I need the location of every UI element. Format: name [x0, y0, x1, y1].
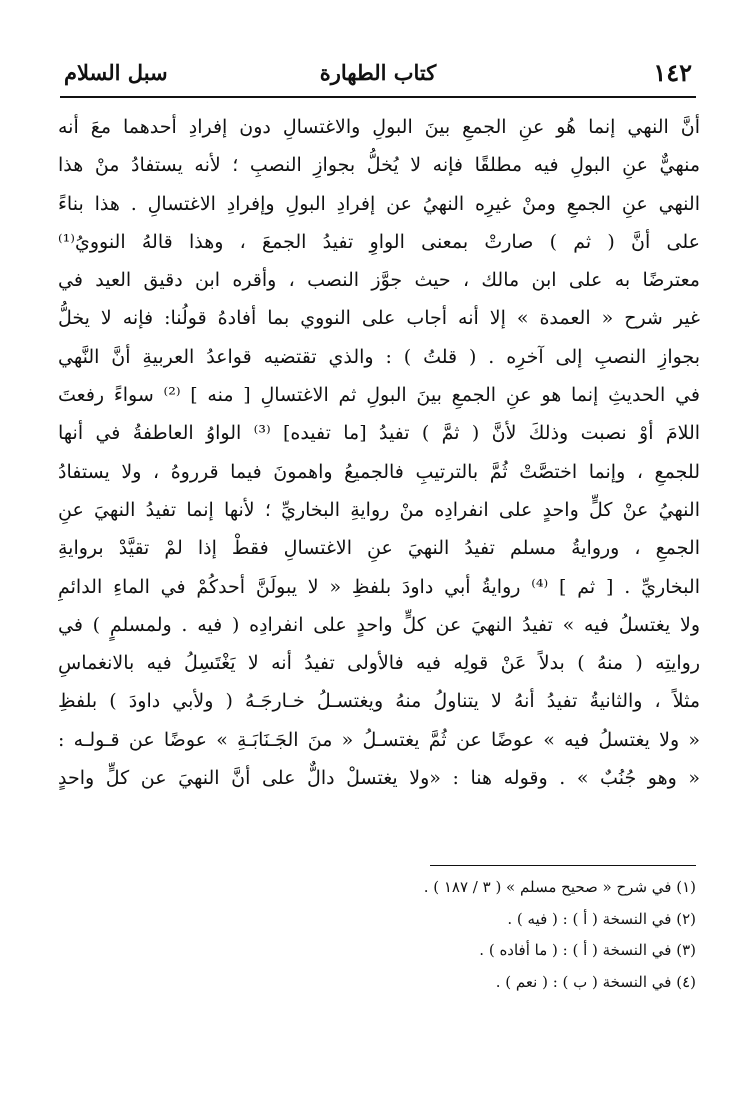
- text-line: « ولا يغتسلُ فيه » عوضًا عن ثُمَّ يغتسـلُ « منَ الجَـنَابَـةِ » عوضًا عن قـولـه :: [58, 728, 700, 751]
- footnote-3: (٣) في النسخة ( أ ) : ( ما أفاده ) .: [479, 941, 696, 959]
- text-line: ولا يغتسلُ فيه » تفيدُ النهيَ عن كلٍّ واحدٍ على انفرادِه ( فيه . ولمسلمٍ ) في: [58, 613, 700, 636]
- text-line: « وهو جُنُبٌ » . وقوله هنا : «ولا يغتسلْ دالٌّ على أنَّ النهيَ عن كلٍّ واحدٍ: [58, 767, 700, 790]
- footnotes: [56, 872, 696, 998]
- header-divider: [60, 96, 696, 98]
- footnote-4: (٤) في النسخة ( ب ) : ( نعم ) .: [495, 972, 696, 991]
- text-line: على أنَّ ( ثم ) صارتْ بمعنى الواوِ تفيدُ الجمعَ ، وهذا قالهُ النوويُ⁽¹⁾: [58, 230, 700, 253]
- text-line: أنَّ النهي إنما هُو عنِ الجمعِ بينَ البولِ والاغتسالِ دون إفرادِ أحدهما معَ أنه: [58, 116, 700, 138]
- text-line: النهي عنِ الجمعِ ومنْ غيرِه النهيُ عن إفرادِ البولِ وإفرادِ الاغتسالِ . هذا بناءً: [58, 192, 700, 215]
- text-line: الجمعِ ، وروايةُ مسلم تفيدُ النهيَ عنِ الاغتسالِ فقطْ إذا لمْ تقيَّدْ بروايةِ: [58, 537, 700, 560]
- text-line: في الحديثِ إنما هو عنِ الجمعِ بينَ البولِ ثم الاغتسالِ [ منه ] ⁽²⁾ سواءً رفعتَ: [58, 384, 700, 407]
- footnote-1: (١) في شرح « صحيح مسلم » ( ٣ / ١٨٧ ) .: [423, 878, 696, 896]
- text-line: البخاريِّ . [ ثم ] ⁽⁴⁾ روايةُ أبي داودَ بلفظِ « لا يبولَنَّ أحدكُمْ في الماءِ الدائمِ: [58, 575, 700, 598]
- main-text: [58, 108, 700, 797]
- page-number: ١٤٢: [653, 58, 692, 87]
- book-series-title: سبل السلام: [64, 60, 168, 85]
- text-line: النهيُ عنْ كلٍّ واحدٍ على انفرادِه منْ روايةِ البخاريِّ ؛ لأنها إنما تفيدُ النهيَ عنِ: [58, 498, 700, 521]
- text-line: روايتِه ( منهُ ) بدلاً عَنْ قولِه فيه فالأولى تفيدُ أنه لا يَغْتَسِلُ فيه بالانغماسِ: [58, 652, 700, 675]
- text-line: بجوازِ النصبِ إلى آخرِه . ( قلتُ ) : والذي تقتضيه قواعدُ العربيةِ أنَّ النَّهي: [58, 345, 700, 368]
- text-line: مثلاً ، والثانيةُ تفيدُ أنهُ لا يتناولُ منهُ ويغتسـلُ خـارجَـهُ ( ولأبي داودَ ) بلفظِ: [58, 690, 700, 713]
- text-line: اللامَ أوْ نصبت وذلكَ لأنَّ ( ثمَّ ) تفيدُ [ما تفيده] ⁽³⁾ الواوُ العاطفةُ في أنها: [58, 422, 700, 445]
- footnote-2: (٢) في النسخة ( أ ) : ( فيه ) .: [507, 909, 696, 928]
- text-line: منهيٌّ عنِ البولِ فيه مطلقًا فإنه لا يُخلُّ بجوازِ النصبِ ؛ لأنه يستفادُ منْ هذا: [58, 154, 700, 177]
- text-line: للجمعِ ، وإنما اختصَّتْ ثُمَّ بالترتيبِ فالجميعُ واهمونَ فيما قرروهُ ، ولا يستفادُ: [58, 460, 700, 483]
- chapter-title: كتاب الطهارة: [319, 60, 437, 85]
- text-line: غير شرح « العمدة » إلا أنه أجاب على النووي بما أفادهُ قولُنا: فإنه لا يخلُّ: [58, 307, 700, 330]
- text-line: معترضًا به على ابن مالك ، حيث جوَّز النصب ، وأقره ابن دقيق العيد في: [58, 269, 700, 292]
- footnote-divider: [430, 865, 696, 866]
- running-header: [60, 58, 696, 94]
